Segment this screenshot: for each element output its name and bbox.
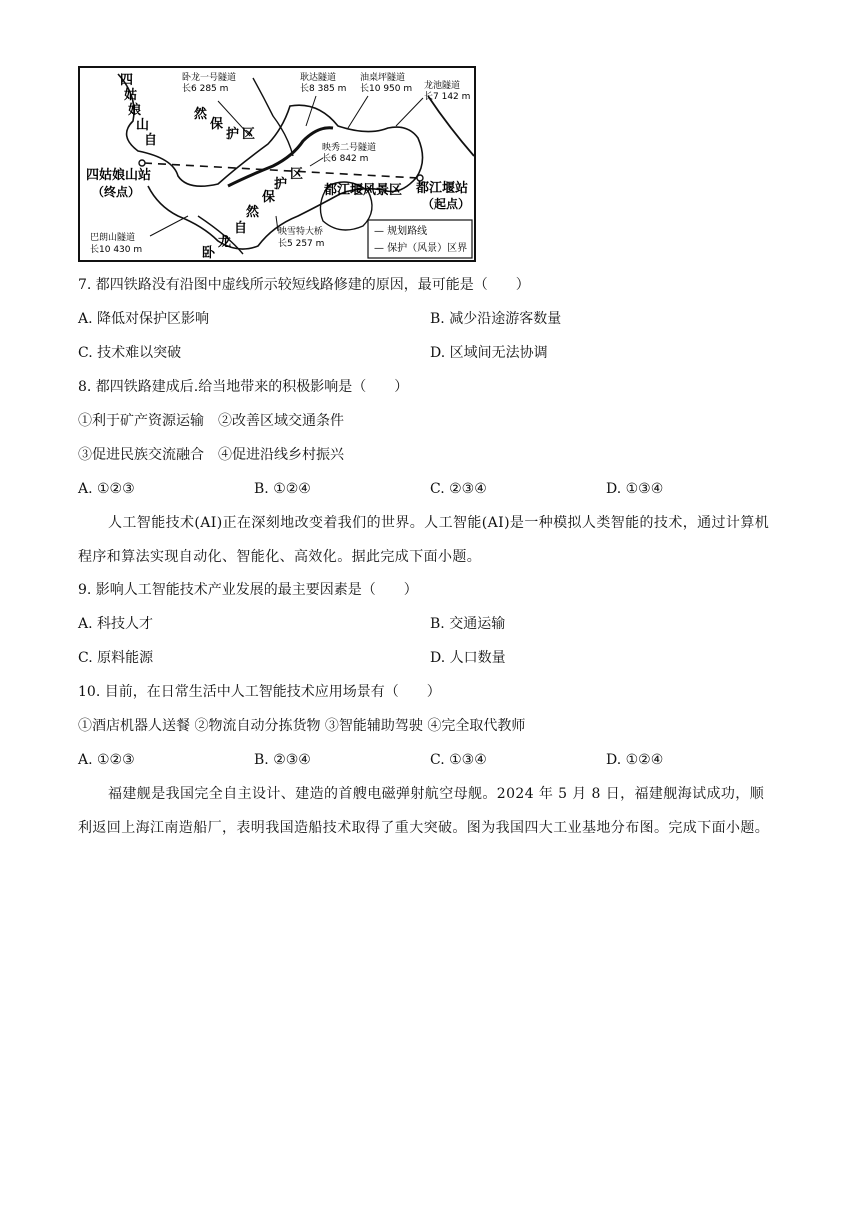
dujiangyan-station-note: （起点） [422,197,471,211]
q9-stem: 9. 影响人工智能技术产业发展的最主要因素是（ ） [78,582,418,598]
reserve-label-4: 山 [136,118,150,133]
q9-option-b[interactable]: B. 交通运输 [430,616,506,632]
q8-option-b[interactable]: B. ①②④ [254,481,311,497]
youhe-tunnel-length: 长10 950 m [360,84,413,94]
wolong-label-4: 然 [246,205,260,220]
ai-intro-paragraph: 人工智能技术(AI)正在深刻地改变着我们的世界。人工智能(AI)是一种模拟人类智能的技术，通过计算机程序和算法实现自动化、智能化、高效化。据此完成下面小题。 [78,515,770,565]
reserve-label-5: 自 [144,133,158,148]
legend-route: — 规划路线 [374,226,428,237]
longchi-tunnel-length: 长7 142 m [424,92,471,102]
q9-option-c[interactable]: C. 原料能源 [78,650,154,666]
dujiangyan-station-label: 都江堰站 [416,181,469,196]
wolong-label-2: 护 [274,177,288,192]
q7-option-c[interactable]: C. 技术难以突破 [78,345,182,361]
siguniang-station-label: 四姑娘山站 [86,168,152,183]
q9-option-a[interactable]: A. 科技人才 [78,616,154,632]
q10-items: ①酒店机器人送餐 ②物流自动分拣货物 ③智能辅助驾驶 ④完全取代教师 [78,718,526,734]
balangshan-tunnel-label: 巴朗山隧道 [90,233,136,243]
q8-stem: 8. 都四铁路建成后.给当地带来的积极影响是（ ） [78,379,409,395]
q10-option-a[interactable]: A. ①②③ [78,752,135,768]
dujiangyan-scenic-label: 都江堰风景区 [324,183,403,198]
q10-stem: 10. 目前，在日常生活中人工智能技术应用场景有（ ） [78,684,441,700]
q8-items-1: ①利于矿产资源运输 ②改善区域交通条件 [78,413,344,429]
wolong-label-5: 自 [234,221,248,236]
q10-option-d[interactable]: D. ①②④ [606,752,664,768]
q8-option-a[interactable]: A. ①②③ [78,481,135,497]
siguniang-station-note: （终点） [92,185,141,199]
wolong-tunnel-1-label: 卧龙一号隧道 [182,73,237,83]
reserve-label-2: 姑 [124,88,138,103]
balang-tunnel-label: 耿达隧道 [300,73,337,83]
q10-option-c[interactable]: C. ①③④ [430,752,487,768]
reserve-label-1: 四 [120,73,134,88]
railway-route-map [78,66,476,262]
reserve-label-3: 娘 [128,103,142,118]
reserve-label-7: 保 [210,117,224,132]
siguniang-station-dot [139,160,145,166]
q9-option-d[interactable]: D. 人口数量 [430,650,506,666]
yingxiu2-tunnel-label: 映秀二号隧道 [322,143,377,153]
q7-option-a[interactable]: A. 降低对保护区影响 [78,311,210,327]
wolong-label-7: 卧 [202,246,216,261]
yingxiu-bridge-length: 长5 257 m [278,239,325,249]
q8-items-2: ③促进民族交流融合 ④促进沿线乡村振兴 [78,447,344,463]
wolong-label-1: 区 [290,167,304,182]
reserve-label-6: 然 [194,107,208,122]
q7-stem: 7. 都四铁路没有沿图中虚线所示较短线路修建的原因，最可能是（ ） [78,277,530,293]
wolong-label-3: 保 [262,190,276,205]
longchi-tunnel-label: 龙池隧道 [424,81,461,91]
legend-boundary: — 保护（风景）区界 [374,243,468,254]
wolong-label-6: 龙 [218,235,232,250]
q7-option-d[interactable]: D. 区域间无法协调 [430,345,548,361]
q7-option-b[interactable]: B. 减少沿途游客数量 [430,311,562,327]
balangshan-tunnel-length: 长10 430 m [90,245,143,255]
yingxiu2-tunnel-length: 长6 842 m [322,154,369,164]
yingxiu-bridge-label: 映雪特大桥 [278,227,324,237]
q10-option-b[interactable]: B. ②③④ [254,752,311,768]
q8-option-c[interactable]: C. ②③④ [430,481,487,497]
youhe-tunnel-label: 油桌坪隧道 [360,73,406,83]
fujian-intro-paragraph: 福建舰是我国完全自主设计、建造的首艘电磁弹射航空母舰。2024 年 5 月 8 日，福建舰海试成功，顺利返回上海江南造船厂，表明我国造船技术取得了重大突破。图为我国四大工业基地分布图。完成下面小题。 [78,786,770,836]
q8-option-d[interactable]: D. ①③④ [606,481,664,497]
wolong-tunnel-1-length: 长6 285 m [182,84,229,94]
reserve-label-8: 护 [226,127,240,142]
reserve-label-9: 区 [242,127,256,142]
balang-tunnel-length: 长8 385 m [300,84,347,94]
